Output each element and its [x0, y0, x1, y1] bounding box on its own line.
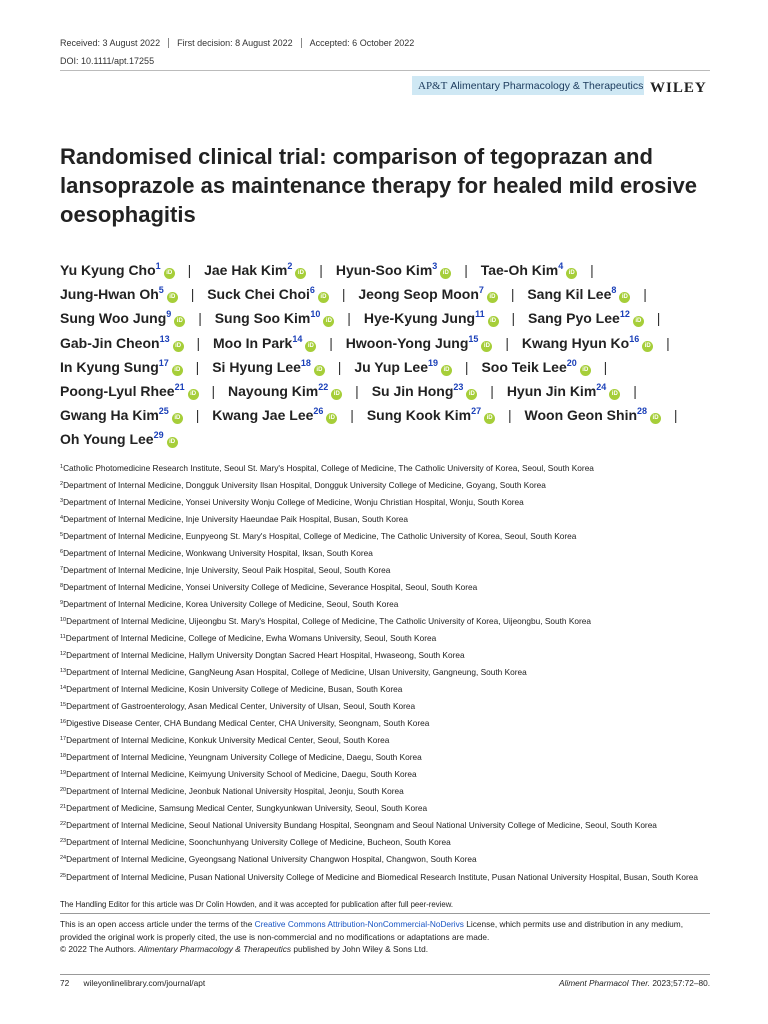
- affiliation-text: Department of Internal Medicine, Kosin University College of Medicine, Busan, South Korea: [66, 684, 403, 694]
- license-note: [60, 918, 715, 956]
- affiliation: [60, 834, 720, 851]
- author-name: Hye-Kyung Jung: [363, 310, 476, 327]
- author: [207, 286, 329, 302]
- author-affiliation-ref[interactable]: 27: [471, 406, 482, 417]
- affiliation-number: 1: [60, 464, 64, 470]
- orcid-icon[interactable]: iD: [466, 389, 477, 400]
- affiliation-number: 21: [60, 804, 67, 810]
- affiliation-text: Department of Internal Medicine, GangNeung Asan Hospital, College of Medicine, Ulsan University, Gangneung, South Korea: [66, 667, 527, 677]
- affiliation-text: Department of Internal Medicine, Konkuk University Medical Center, Seoul, South Korea: [66, 735, 390, 745]
- affiliation-text: Department of Internal Medicine, Pusan National University College of Medicine and Biomedical Research Institute, Pusan National University Hospital, Busan, South Korea: [66, 872, 698, 882]
- author: [60, 407, 183, 423]
- page-number: 72: [60, 978, 70, 988]
- affiliation: [60, 698, 720, 715]
- author-name: Kwang Hyun Ko: [521, 334, 630, 351]
- affiliation-number: 22: [60, 821, 67, 827]
- affiliation-number: 16: [60, 719, 67, 725]
- author-name: Gab-Jin Cheon: [60, 334, 160, 351]
- author-name: Soo Teik Lee: [481, 358, 567, 375]
- author-affiliation-ref[interactable]: 13: [159, 333, 170, 344]
- copyright-suffix: published by John Wiley & Sons Ltd.: [291, 944, 429, 954]
- author: [481, 359, 590, 375]
- affiliation-text: Department of Internal Medicine, Keimyung University School of Medicine, Daegu, South Korea: [66, 769, 417, 779]
- journal-banner[interactable]: [412, 76, 644, 95]
- author: [481, 262, 578, 278]
- author: [60, 262, 175, 278]
- author-separator: |: [633, 383, 637, 400]
- affiliation-number: 6: [60, 549, 64, 555]
- orcid-icon[interactable]: iD: [633, 316, 644, 327]
- affiliation: [60, 647, 720, 664]
- orcid-icon[interactable]: iD: [172, 365, 183, 376]
- journal-name: Alimentary Pharmacology & Therapeutics: [450, 79, 644, 92]
- orcid-icon[interactable]: iD: [331, 389, 342, 400]
- orcid-icon[interactable]: iD: [314, 365, 325, 376]
- author: [528, 310, 644, 326]
- article-dates: [60, 38, 430, 48]
- author-affiliation-ref[interactable]: 5: [158, 285, 164, 296]
- author-separator: |: [190, 286, 195, 303]
- author-affiliation-ref[interactable]: 15: [468, 333, 479, 344]
- affiliation-number: 9: [60, 600, 64, 606]
- author-separator: |: [196, 334, 201, 351]
- author-name: Ju Yup Lee: [354, 358, 428, 375]
- affiliation-list: [60, 460, 720, 883]
- affiliation-text: Department of Internal Medicine, Inje University Haeundae Paik Hospital, Busan, South Korea: [63, 514, 409, 524]
- affiliation: [60, 868, 720, 883]
- affiliation: [60, 851, 720, 868]
- author-separator: |: [350, 407, 354, 424]
- affiliation-text: Department of Medicine, Samsung Medical Center, Sungkyunkwan University, Seoul, South Korea: [66, 803, 428, 813]
- author-separator: |: [319, 262, 323, 278]
- author-affiliation-ref[interactable]: 4: [558, 261, 564, 271]
- orcid-icon[interactable]: iD: [164, 268, 175, 279]
- author-affiliation-ref[interactable]: 10: [310, 309, 321, 320]
- author-name: Kwang Jae Lee: [212, 407, 314, 424]
- article-title: Randomised clinical trial: comparison of tegoprazan and lansoprazole as maintenance therapy for healed mild erosive oesophagitis: [60, 144, 698, 227]
- affiliation: [60, 545, 720, 562]
- author: [213, 335, 316, 351]
- affiliation-text: Catholic Photomedicine Research Institute, Seoul St. Mary's Hospital, College of Medicine, The Catholic University of Korea, Seoul, South Korea: [63, 463, 594, 473]
- orcid-icon[interactable]: iD: [167, 292, 178, 303]
- affiliation-text: Department of Internal Medicine, College of Medicine, Ewha Womans University, Seoul, South Korea: [65, 633, 437, 643]
- notes-divider: [60, 913, 710, 914]
- journal-abbr: AP&T: [418, 79, 448, 92]
- affiliation: [60, 783, 720, 800]
- orcid-icon[interactable]: iD: [619, 292, 630, 303]
- author-affiliation-ref[interactable]: 14: [292, 333, 303, 344]
- affiliation-text: Department of Internal Medicine, Inje University, Seoul Paik Hospital, Seoul, South Korea: [63, 565, 391, 575]
- author-name: Tae-Oh Kim: [480, 262, 559, 278]
- affiliation-text: Department of Internal Medicine, Soonchunhyang University College of Medicine, Bucheon, South Korea: [66, 837, 451, 847]
- author: [507, 383, 620, 399]
- affiliation-number: 10: [60, 617, 67, 623]
- orcid-icon[interactable]: iD: [174, 316, 185, 327]
- affiliation-text: Department of Internal Medicine, Yonsei University Wonju College of Medicine, Wonju Christian Hospital, Wonju, South Korea: [63, 497, 524, 507]
- author-affiliation-ref[interactable]: 19: [428, 357, 439, 368]
- author-affiliation-ref[interactable]: 16: [629, 333, 640, 344]
- author: [346, 335, 493, 351]
- author-affiliation-ref[interactable]: 1: [155, 261, 161, 271]
- author-separator: |: [347, 310, 351, 327]
- author: [522, 335, 653, 351]
- orcid-icon[interactable]: iD: [481, 341, 492, 352]
- affiliation-text: Department of Internal Medicine, Yonsei University College of Medicine, Severance Hospital, Seoul, South Korea: [63, 582, 478, 592]
- orcid-icon[interactable]: iD: [172, 413, 183, 424]
- orcid-icon[interactable]: iD: [566, 268, 577, 279]
- license-link[interactable]: Creative Commons Attribution-NonCommercial-NoDerivs: [254, 919, 464, 929]
- author-separator: |: [329, 334, 333, 351]
- author-separator: |: [490, 383, 494, 400]
- author: [228, 383, 342, 399]
- author-separator: |: [464, 262, 468, 278]
- author-affiliation-ref[interactable]: 8: [611, 285, 617, 296]
- affiliation-number: 12: [60, 651, 67, 657]
- citation-journal: Aliment Pharmacol Ther.: [559, 978, 651, 988]
- received-date: Received: 3 August 2022: [60, 38, 169, 48]
- author-name: Moo In Park: [213, 334, 293, 351]
- affiliation: [60, 613, 720, 630]
- author-name: Sang Pyo Lee: [528, 310, 620, 327]
- first-decision-date: First decision: 8 August 2022: [177, 38, 302, 48]
- affiliation: [60, 562, 720, 579]
- author-affiliation-ref[interactable]: 7: [478, 285, 484, 296]
- author: [372, 383, 478, 399]
- author-name: Nayoung Kim: [228, 383, 319, 400]
- affiliation: [60, 664, 720, 681]
- journal-url[interactable]: wileyonlinelibrary.com/journal/apt: [83, 978, 206, 988]
- affiliation: [60, 715, 720, 732]
- affiliation-number: 24: [60, 855, 67, 861]
- affiliation: [60, 596, 720, 613]
- affiliation: [60, 477, 720, 494]
- author-separator: |: [507, 407, 512, 424]
- orcid-icon[interactable]: iD: [173, 341, 184, 352]
- license-prefix: This is an open access article under the terms of the: [60, 919, 255, 929]
- affiliation: [60, 511, 720, 528]
- affiliation-text: Department of Internal Medicine, Yeungnam University College of Medicine, Daegu, South Korea: [66, 752, 422, 762]
- affiliation-number: 13: [60, 668, 67, 674]
- affiliation: [60, 766, 720, 783]
- affiliation: [60, 630, 720, 647]
- author-separator: |: [187, 262, 192, 278]
- author-separator: |: [464, 358, 469, 375]
- author-separator: |: [337, 358, 342, 375]
- affiliation-number: 11: [60, 634, 66, 640]
- header-divider: [60, 70, 710, 71]
- author-separator: |: [590, 262, 594, 278]
- affiliation-text: Department of Internal Medicine, Uijeongbu St. Mary's Hospital, College of Medicine, The Catholic University of Korea, Uijeongbu, South Korea: [66, 616, 591, 626]
- author-separator: |: [341, 286, 346, 303]
- author-affiliation-ref[interactable]: 25: [158, 406, 169, 417]
- author-affiliation-ref[interactable]: 18: [300, 357, 311, 368]
- affiliation-text: Department of Internal Medicine, Dongguk University Ilsan Hospital, Dongguk University College of Medicine, Goyang, South Korea: [63, 480, 546, 490]
- page-footer: [60, 974, 710, 988]
- orcid-icon[interactable]: iD: [305, 341, 316, 352]
- author-name: Si Hyung Lee: [212, 358, 301, 375]
- affiliation: [60, 749, 720, 766]
- author: [60, 335, 184, 351]
- author-affiliation-ref[interactable]: 20: [566, 357, 577, 368]
- author-affiliation-ref[interactable]: 2: [287, 261, 293, 271]
- author: [525, 407, 662, 423]
- author-name: Oh Young Lee: [60, 431, 154, 448]
- affiliation-number: 8: [60, 583, 64, 589]
- orcid-icon[interactable]: iD: [440, 268, 451, 279]
- affiliation: [60, 579, 720, 596]
- author-name: Poong-Lyul Rhee: [60, 383, 175, 400]
- author: [354, 359, 452, 375]
- affiliation-number: 19: [60, 770, 67, 776]
- orcid-icon[interactable]: iD: [318, 292, 329, 303]
- affiliation-text: Department of Internal Medicine, Eunpyeong St. Mary's Hospital, College of Medicine, The Catholic University of Korea, Seoul, South Korea: [63, 531, 577, 541]
- author-separator: |: [198, 310, 202, 327]
- doi[interactable]: DOI: 10.1111/apt.17255: [60, 56, 155, 66]
- author: [60, 383, 199, 399]
- affiliation-text: Department of Internal Medicine, Korea University College of Medicine, Seoul, South Korea: [63, 599, 399, 609]
- author-name: Hwoon-Yong Jung: [345, 334, 469, 351]
- author-affiliation-ref[interactable]: 24: [596, 382, 607, 393]
- author-name: Jae Hak Kim: [204, 262, 288, 278]
- orcid-icon[interactable]: iD: [609, 389, 620, 400]
- author-separator: |: [505, 334, 509, 351]
- orcid-icon[interactable]: iD: [326, 413, 337, 424]
- affiliation-number: 25: [60, 873, 67, 879]
- orcid-icon[interactable]: iD: [323, 316, 334, 327]
- author-affiliation-ref[interactable]: 22: [318, 382, 329, 393]
- affiliation-number: 18: [60, 753, 67, 759]
- citation: [559, 978, 710, 988]
- author-separator: |: [195, 407, 200, 424]
- author-affiliation-ref[interactable]: 29: [153, 430, 164, 441]
- author-name: Su Jin Hong: [371, 383, 454, 400]
- affiliation-number: 2: [60, 481, 64, 487]
- author-name: In Kyung Sung: [60, 358, 159, 375]
- affiliation-number: 14: [60, 685, 67, 691]
- author: [364, 310, 499, 326]
- affiliation-text: Department of Internal Medicine, Jeonbuk National University Hospital, Jeonju, South Korea: [66, 786, 404, 796]
- author: [212, 359, 325, 375]
- affiliation-number: 23: [60, 838, 67, 844]
- author-separator: |: [673, 407, 678, 424]
- author-affiliation-ref[interactable]: 23: [453, 382, 464, 393]
- affiliation-text: Digestive Disease Center, CHA Bundang Medical Center, CHA University, Seongnam, South Korea: [66, 718, 430, 728]
- affiliation: [60, 732, 720, 749]
- affiliation: [60, 460, 720, 477]
- copyright-journal: Alimentary Pharmacology & Therapeutics: [138, 944, 292, 954]
- publisher-logo: WILEY: [650, 80, 707, 96]
- affiliation-number: 4: [60, 515, 64, 521]
- affiliation: [60, 817, 720, 834]
- author: [215, 310, 335, 326]
- author-name: Hyun Jin Kim: [506, 383, 597, 400]
- author-separator: |: [656, 310, 661, 327]
- author-affiliation-ref[interactable]: 28: [637, 406, 648, 417]
- author-name: Jung-Hwan Oh: [60, 286, 159, 303]
- author: [60, 431, 178, 447]
- orcid-icon[interactable]: iD: [580, 365, 591, 376]
- affiliation-text: Department of Internal Medicine, Wonkwang University Hospital, Iksan, South Korea: [63, 548, 373, 558]
- orcid-icon[interactable]: iD: [441, 365, 452, 376]
- orcid-icon[interactable]: iD: [642, 341, 653, 352]
- author-separator: |: [666, 334, 670, 351]
- author-separator: |: [195, 358, 200, 375]
- affiliation-number: 3: [60, 498, 64, 504]
- affiliation-number: 20: [60, 787, 67, 793]
- author-name: Jeong Seop Moon: [358, 286, 479, 303]
- author: [212, 407, 337, 423]
- affiliation: [60, 800, 720, 817]
- author-name: Sung Soo Kim: [214, 310, 311, 327]
- author-name: Sung Woo Jung: [60, 310, 167, 327]
- author: [527, 286, 630, 302]
- author-affiliation-ref[interactable]: 12: [619, 309, 630, 320]
- license-suffix: License, which permits use and distribution in any medium, provided the original work is properly cited, the use is non-commercial and no modifications or adaptations are made.: [60, 919, 684, 942]
- affiliation-number: 15: [60, 702, 67, 708]
- author-separator: |: [511, 310, 516, 327]
- author: [60, 310, 185, 326]
- affiliation-text: Department of Internal Medicine, Gyeongsang National University Changwon Hospital, Changwon, South Korea: [66, 854, 477, 864]
- orcid-icon[interactable]: iD: [650, 413, 661, 424]
- author: [60, 359, 183, 375]
- affiliation: [60, 494, 720, 511]
- affiliation-text: Department of Internal Medicine, Hallym University Dongtan Sacred Heart Hospital, Hwaseong, South Korea: [66, 650, 465, 660]
- author-name: Sang Kil Lee: [527, 286, 612, 303]
- author-separator: |: [643, 286, 647, 303]
- author: [358, 286, 498, 302]
- author-affiliation-ref[interactable]: 11: [475, 309, 485, 320]
- orcid-icon[interactable]: iD: [295, 268, 306, 279]
- orcid-icon[interactable]: iD: [488, 316, 499, 327]
- affiliation-number: 5: [60, 532, 64, 538]
- author-name: Suck Chei Choi: [207, 286, 310, 303]
- author-name: Hyun-Soo Kim: [335, 262, 433, 278]
- citation-rest: 2023;57:72–80.: [650, 978, 710, 988]
- handling-editor-note: The Handling Editor for this article was Dr Colin Howden, and it was accepted for publication after full peer-review.: [60, 900, 454, 909]
- author: [204, 262, 306, 278]
- author-affiliation-ref[interactable]: 3: [432, 261, 438, 271]
- orcid-icon[interactable]: iD: [487, 292, 498, 303]
- author-name: Sung Kook Kim: [366, 407, 472, 424]
- author-affiliation-ref[interactable]: 9: [166, 309, 172, 320]
- author-affiliation-ref[interactable]: 26: [313, 406, 324, 417]
- author: [60, 286, 178, 302]
- affiliation: [60, 681, 720, 698]
- author-affiliation-ref[interactable]: 6: [309, 285, 315, 296]
- author-affiliation-ref[interactable]: 17: [158, 357, 169, 368]
- author: [367, 407, 495, 423]
- affiliation-number: 7: [60, 566, 64, 572]
- affiliation-text: Department of Gastroenterology, Asan Medical Center, University of Ulsan, Seoul, South Korea: [66, 701, 416, 711]
- author-separator: |: [355, 383, 359, 400]
- orcid-icon[interactable]: iD: [167, 437, 178, 448]
- orcid-icon[interactable]: iD: [484, 413, 495, 424]
- author-affiliation-ref[interactable]: 21: [174, 382, 185, 393]
- author-name: Yu Kyung Cho: [60, 262, 156, 278]
- author-separator: |: [510, 286, 515, 303]
- orcid-icon[interactable]: iD: [188, 389, 199, 400]
- copyright-prefix: © 2022 The Authors.: [60, 944, 139, 954]
- author-separator: |: [603, 358, 608, 375]
- author-separator: |: [211, 383, 216, 400]
- author-list: [60, 258, 720, 452]
- author: [336, 262, 451, 278]
- author-name: Gwang Ha Kim: [60, 407, 159, 424]
- affiliation-number: 17: [60, 736, 67, 742]
- affiliation-text: Department of Internal Medicine, Seoul National University Bundang Hospital, Seongnam and Seoul National University College of Medicine, Seoul, South Korea: [66, 820, 657, 830]
- affiliation: [60, 528, 720, 545]
- author-name: Woon Geon Shin: [524, 407, 638, 424]
- accepted-date: Accepted: 6 October 2022: [309, 38, 415, 48]
